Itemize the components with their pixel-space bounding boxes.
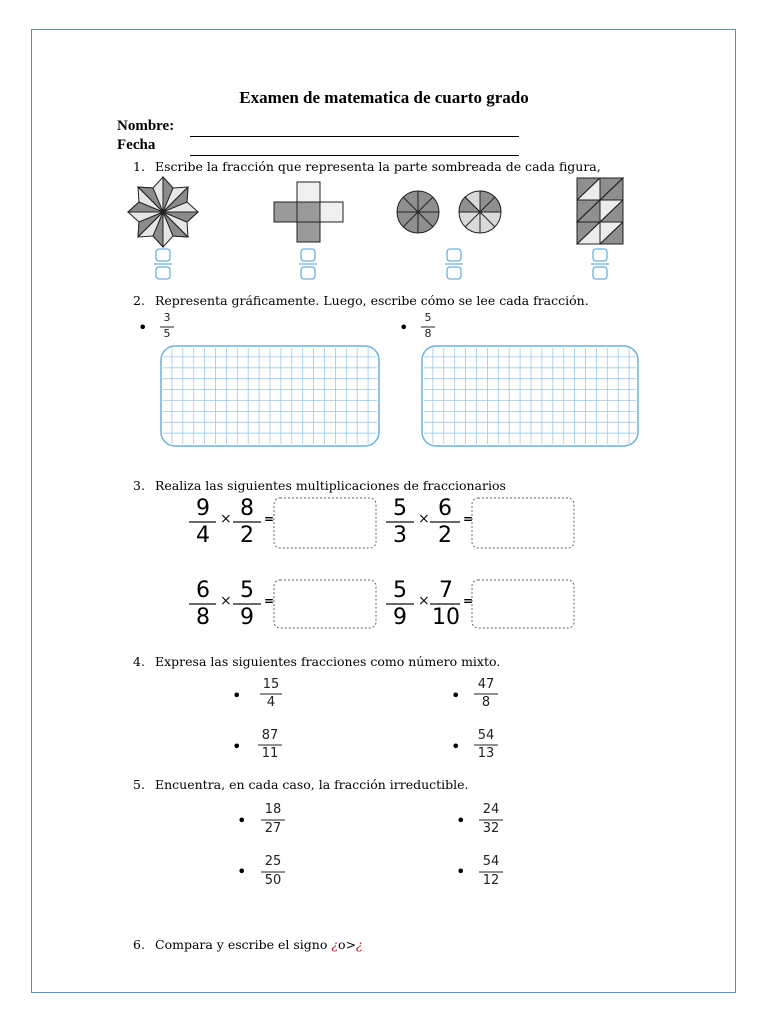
question-text: Encuentra, en cada caso, la fracción irreductible. (155, 777, 469, 792)
fraction-numerator: 15 (262, 677, 280, 692)
equals-sign: = (463, 512, 474, 526)
question-5 (133, 777, 469, 792)
fraction-numerator: 5 (240, 578, 254, 603)
fraction-numerator: 3 (163, 311, 171, 324)
times-sign: × (418, 511, 430, 527)
date-label: Fecha (117, 137, 156, 153)
fraction-denominator: 11 (261, 746, 279, 761)
fraction-denominator: 2 (438, 523, 452, 548)
name-label: Nombre: (117, 118, 175, 134)
equals-sign: = (463, 594, 474, 608)
question-number: 2. (133, 293, 145, 308)
fraction-denominator: 2 (240, 523, 254, 548)
fraction-denominator: 32 (482, 821, 500, 836)
bullet: • (232, 686, 242, 705)
bullet: • (451, 686, 461, 705)
equals-sign: = (264, 512, 275, 526)
fraction-denominator: 9 (393, 605, 407, 630)
bullet: • (456, 862, 466, 881)
fraction-numerator: 25 (264, 854, 282, 869)
exam-title: Examen de matematica de cuarto grado (239, 88, 529, 107)
question-sign-open: ¿ (331, 937, 339, 952)
fraction-denominator: 8 (481, 695, 491, 710)
cross-figure (274, 182, 343, 242)
fraction-denominator: 50 (264, 873, 282, 888)
question-number: 6. (133, 937, 145, 952)
question-6 (133, 937, 363, 952)
question-text: Representa gráficamente. Luego, escribe cómo se lee cada fracción. (155, 293, 589, 308)
fraction-denominator: 4 (196, 523, 210, 548)
bullet: • (232, 737, 242, 756)
grid-paper-right[interactable] (422, 346, 638, 446)
triangles-grid-figure (577, 178, 623, 244)
fraction-denominator: 10 (432, 605, 460, 630)
fraction-denominator: 8 (424, 327, 432, 340)
question-text: Escribe la fracción que representa la parte sombreada de cada figura, (155, 159, 601, 174)
times-sign: × (418, 593, 430, 609)
fraction-denominator: 5 (163, 327, 171, 340)
question-number: 3. (133, 478, 145, 493)
question-sign-close: ¿ (356, 937, 363, 952)
question-2 (133, 293, 589, 308)
bullet: • (399, 318, 409, 337)
question-number: 5. (133, 777, 145, 792)
fraction-numerator: 54 (482, 854, 500, 869)
fraction-numerator: 24 (482, 802, 500, 817)
question-sign-middle: o> (338, 937, 357, 952)
fraction-numerator: 7 (439, 578, 453, 603)
bullet: • (237, 811, 247, 830)
answer-fraction-boxes[interactable] (154, 249, 609, 279)
fraction-numerator: 47 (477, 677, 495, 692)
fraction-denominator: 3 (393, 523, 407, 548)
fraction-numerator: 54 (477, 728, 495, 743)
question-number: 1. (133, 159, 145, 174)
fraction-numerator: 8 (240, 496, 254, 521)
question-4 (133, 654, 500, 669)
star-figure (128, 177, 198, 247)
question-number: 4. (133, 654, 145, 669)
fraction-numerator: 5 (393, 578, 407, 603)
equals-sign: = (264, 594, 275, 608)
bullet: • (237, 862, 247, 881)
circles-figure (397, 191, 501, 233)
times-sign: × (220, 511, 232, 527)
fraction-numerator: 6 (196, 578, 210, 603)
fraction-numerator: 6 (438, 496, 452, 521)
fraction-numerator: 9 (196, 496, 210, 521)
fraction-denominator: 12 (482, 873, 500, 888)
fraction-denominator: 9 (240, 605, 254, 630)
question-text: Expresa las siguientes fracciones como número mixto. (155, 654, 501, 669)
fraction-denominator: 8 (196, 605, 210, 630)
fraction-denominator: 4 (266, 695, 276, 710)
question-3 (133, 478, 506, 493)
fraction-numerator: 5 (424, 311, 432, 324)
bullet: • (451, 737, 461, 756)
bullet: • (456, 811, 466, 830)
fraction-denominator: 27 (264, 821, 282, 836)
question-text: Realiza las siguientes multiplicaciones de fraccionarios (155, 478, 506, 493)
bullet: • (138, 318, 148, 337)
question-text: Compara y escribe el signo (155, 937, 328, 952)
fraction-numerator: 5 (393, 496, 407, 521)
fraction-denominator: 13 (477, 746, 495, 761)
times-sign: × (220, 593, 232, 609)
fraction-numerator: 18 (264, 802, 282, 817)
fraction-numerator: 87 (261, 728, 279, 743)
grid-paper-left[interactable] (161, 346, 379, 446)
